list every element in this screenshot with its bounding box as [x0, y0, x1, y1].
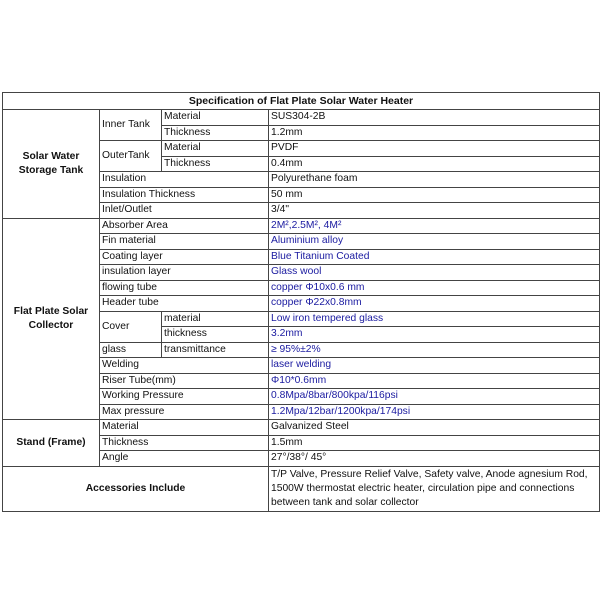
glass-label: glass: [100, 342, 162, 358]
outer-material-label: Material: [162, 141, 269, 157]
table-row: [3, 420, 600, 436]
insulation-layer-value: Glass wool: [269, 265, 600, 281]
inner-thickness-value: 1.2mm: [269, 125, 600, 141]
inner-material-value: SUS304-2B: [269, 110, 600, 126]
flowing-tube-value: copper Φ10x0.6 mm: [269, 280, 600, 296]
outer-tank-label: OuterTank: [100, 141, 162, 172]
outer-material-value: PVDF: [269, 141, 600, 157]
table-row: [3, 110, 600, 126]
welding-label: Welding: [100, 358, 269, 374]
inner-thickness-label: Thickness: [162, 125, 269, 141]
absorber-value: 2M²,2.5M², 4M²: [269, 218, 600, 234]
insulation-value: Polyurethane foam: [269, 172, 600, 188]
absorber-label: Absorber Area: [100, 218, 269, 234]
stand-thickness-label: Thickness: [100, 435, 269, 451]
insulation-layer-label: insulation layer: [100, 265, 269, 281]
stand-angle-value: 27°/38°/ 45°: [269, 451, 600, 467]
outer-thickness-label: Thickness: [162, 156, 269, 172]
working-pressure-label: Working Pressure: [100, 389, 269, 405]
outer-thickness-value: 0.4mm: [269, 156, 600, 172]
section-accessories-label: Accessories Include: [3, 466, 269, 512]
welding-value: laser welding: [269, 358, 600, 374]
transmittance-value: ≥ 95%±2%: [269, 342, 600, 358]
working-pressure-value: 0.8Mpa/8bar/800kpa/116psi: [269, 389, 600, 405]
cover-label: Cover: [100, 311, 162, 342]
title-row: [3, 93, 600, 110]
header-tube-value: copper Φ22x0.8mm: [269, 296, 600, 312]
cover-material-label: material: [162, 311, 269, 327]
stand-angle-label: Angle: [100, 451, 269, 467]
riser-tube-value: Φ10*0.6mm: [269, 373, 600, 389]
max-pressure-value: 1.2Mpa/12bar/1200kpa/174psi: [269, 404, 600, 420]
accessories-value: T/P Valve, Pressure Relief Valve, Safety valve, Anode agnesium Rod, 1500W thermostat electric heater, circulation pipe and connections between tank and solar collector: [269, 466, 600, 512]
coating-label: Coating layer: [100, 249, 269, 265]
stand-material-label: Material: [100, 420, 269, 436]
insulation-thickness-value: 50 mm: [269, 187, 600, 203]
stand-material-value: Galvanized Steel: [269, 420, 600, 436]
spec-table: [2, 92, 600, 512]
table-row: [3, 218, 600, 234]
cover-thickness-label: thickness: [162, 327, 269, 343]
max-pressure-label: Max pressure: [100, 404, 269, 420]
section-tank-label: Solar Water Storage Tank: [3, 110, 100, 219]
table-title: Specification of Flat Plate Solar Water Heater: [3, 93, 600, 110]
transmittance-label: transmittance: [162, 342, 269, 358]
inner-material-label: Material: [162, 110, 269, 126]
riser-tube-label: Riser Tube(mm): [100, 373, 269, 389]
section-collector-label: Flat Plate Solar Collector: [3, 218, 100, 420]
fin-value: Aluminium alloy: [269, 234, 600, 250]
flowing-tube-label: flowing tube: [100, 280, 269, 296]
coating-value: Blue Titanium Coated: [269, 249, 600, 265]
table-row: [3, 466, 600, 512]
header-tube-label: Header tube: [100, 296, 269, 312]
cover-thickness-value: 3.2mm: [269, 327, 600, 343]
inlet-value: 3/4": [269, 203, 600, 219]
section-stand-label: Stand (Frame): [3, 420, 100, 467]
stand-thickness-value: 1.5mm: [269, 435, 600, 451]
cover-material-value: Low iron tempered glass: [269, 311, 600, 327]
insulation-label: Insulation: [100, 172, 269, 188]
inner-tank-label: Inner Tank: [100, 110, 162, 141]
inlet-label: Inlet/Outlet: [100, 203, 269, 219]
fin-label: Fin material: [100, 234, 269, 250]
insulation-thickness-label: Insulation Thickness: [100, 187, 269, 203]
